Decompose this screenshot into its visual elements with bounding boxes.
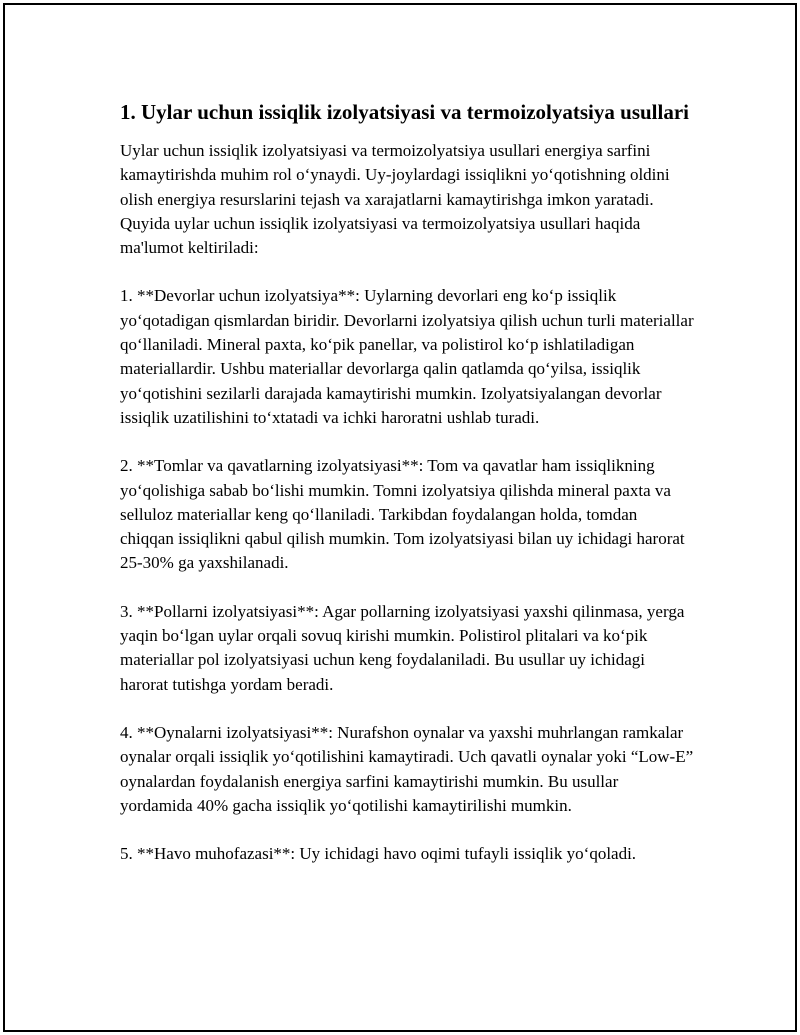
paragraph-air: 5. **Havo muhofazasi**: Uy ichidagi havo oqimi tufayli issiqlik yo‘qoladi. xyxy=(120,844,637,864)
paragraph-floors: 3. **Pollarni izolyatsiyasi**: Agar pollarning izolyatsiyasi yaxshi qilinmasa, yerga yaqin bo‘lgan uylar orqali sovuq kirishi mumkin. Polistirol plitalari va ko‘pik materiallar pol izolyatsiyasi uchun keng foydalaniladi. Bu usullar uy ichidagi harorat tutishga yordam beradi. xyxy=(120,601,685,694)
paragraph-windows: 4. **Oynalarni izolyatsiyasi**: Nurafshon oynalar va yaxshi muhrlangan ramkalar oynalar orqali issiqlik yo‘qotilishini kamaytiradi. Uch qavatli oynalar yoki “Low-E” oynalardan foydalanish energiya sarfini kamaytirishi mumkin. Bu usullar yordamida 40% gacha issiqlik yo‘qotilishi kamaytirilishi mumkin. xyxy=(120,722,694,815)
document-title: 1. Uylar uchun issiqlik izolyatsiyasi va termoizolyatsiya usullari xyxy=(120,100,689,124)
intro-paragraph: Uylar uchun issiqlik izolyatsiyasi va termoizolyatsiya usullari energiya sarfini kamaytirishda muhim rol o‘ynaydi. Uy-joylardagi issiqlikni yo‘qotishning oldini olish energiya resurslarini tejash va xarajatlarni kamaytirishga imkon yaratadi. Quyida uylar uchun issiqlik izolyatsiyasi va termoizolyatsiya usullari haqida ma'lumot keltiriladi: xyxy=(120,141,670,258)
document-body xyxy=(120,98,695,890)
paragraph-roofs: 2. **Tomlar va qavatlarning izolyatsiyasi**: Tom va qavatlar ham issiqlikning yo‘qolishiga sabab bo‘lishi mumkin. Tomni izolyatsiya qilishda mineral paxta va selluloz materiallar keng qo‘llaniladi. Tarkibdan foydalangan holda, tomdan chiqqan issiqlikni qabul qilish mumkin. Tom izolyatsiyasi bilan uy ichidagi harorat 25-30% ga yaxshilanadi. xyxy=(120,456,685,573)
paragraph-walls: 1. **Devorlar uchun izolyatsiya**: Uylarning devorlari eng ko‘p issiqlik yo‘qotadigan qismlardan biridir. Devorlarni izolyatsiya qilish uchun turli materiallar qo‘llaniladi. Mineral paxta, ko‘pik panellar, va polistirol ko‘p ishlatiladigan materiallardir. Ushbu materiallar devorlarga qalin qatlamda qo‘yilsa, issiqlik yo‘qotishini sezilarli darajada kamaytirishi mumkin. Izolyatsiyalangan devorlar issiqlik uzatilishini to‘xtatadi va ichki haroratni ushlab turadi. xyxy=(120,286,694,427)
document-page xyxy=(3,3,797,1032)
